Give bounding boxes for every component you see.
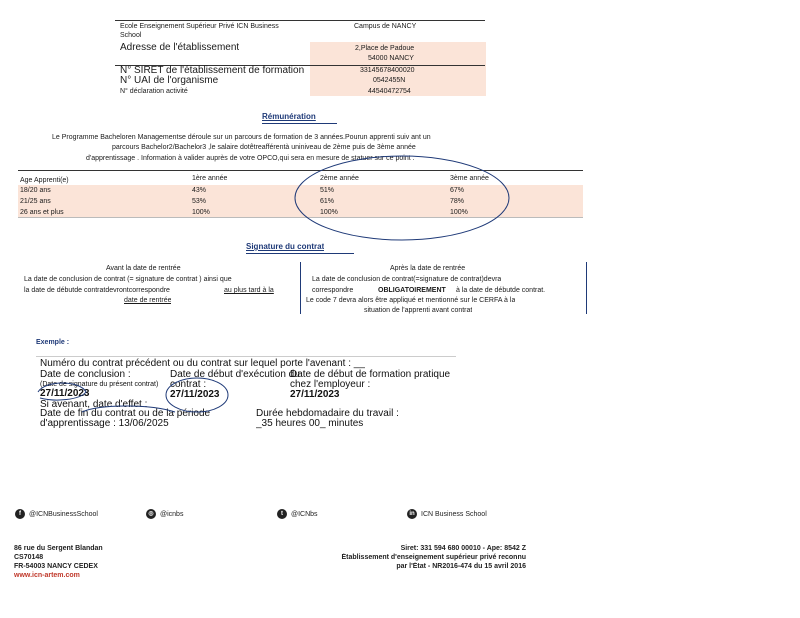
duration-value: _35 heures 00_ minutes bbox=[256, 418, 364, 429]
remuneration-text-line1: Le Programme Bacheloren Managementse déroule sur un parcours de formation de 3 années.Pourun apprenti suiv ant un bbox=[52, 134, 431, 141]
address-line1: 2,Place de Padoue bbox=[355, 45, 415, 52]
row-age: 21/25 ans bbox=[20, 198, 51, 205]
practical-label: Date de début de formation pratique bbox=[290, 369, 451, 380]
before-title: Avant la date de rentrée bbox=[106, 265, 181, 272]
row-year1: 53% bbox=[192, 198, 207, 205]
end-date-circle-mark bbox=[82, 406, 175, 412]
after-line2c: à la date de débutde contrat. bbox=[456, 287, 546, 294]
footer-website[interactable]: www.icn-artem.com bbox=[14, 572, 80, 579]
duration-label: Durée hebdomadaire du travail : bbox=[256, 408, 399, 419]
execution-label: Date de début d'exécution du bbox=[170, 369, 300, 380]
before-line3: date de rentrée bbox=[124, 297, 172, 304]
footer-address3: FR-54003 NANCY CEDEX bbox=[14, 563, 98, 570]
after-title: Après la date de rentrée bbox=[390, 265, 466, 272]
after-line3: Le code 7 devra alors être appliqué et mentionné sur le CERFA à la bbox=[306, 297, 516, 304]
social-twitter[interactable] bbox=[277, 509, 318, 519]
row-year3: 100% bbox=[450, 209, 468, 216]
uai-value: 0542455N bbox=[373, 77, 406, 84]
address-line2: 54000 NANCY bbox=[368, 55, 414, 62]
conclusion-sub: (Date de signature du présent contrat) bbox=[40, 381, 159, 388]
col-year2-header: 2ème année bbox=[320, 175, 359, 182]
declaration-value: 44540472754 bbox=[368, 88, 411, 95]
twitter-icon: t bbox=[277, 509, 287, 519]
siret-value: 33145678400020 bbox=[360, 67, 415, 74]
row-year2: 100% bbox=[320, 209, 338, 216]
linkedin-icon: in bbox=[407, 509, 417, 519]
row-year1: 43% bbox=[192, 187, 207, 194]
after-line1: La date de conclusion de contrat(=signature de contrat)devra bbox=[312, 276, 502, 283]
row-year2: 51% bbox=[320, 187, 335, 194]
footer-legal1: Siret: 331 594 680 00010 - Ape: 8542 Z bbox=[400, 545, 526, 552]
before-line2b: au plus tard à la bbox=[224, 287, 274, 294]
end-label: Date de fin du contrat ou de la période bbox=[40, 408, 211, 419]
remuneration-text-line2: parcours Bachelor2/Bachelor3 ,le salaire dotêtreafférentà uniniveau de 2ème puis de 3ème année bbox=[112, 144, 416, 151]
uai-label: N° UAI de l'organisme bbox=[120, 75, 219, 86]
after-line2a: correspondre bbox=[312, 287, 354, 294]
row-year3: 67% bbox=[450, 187, 465, 194]
signature-title: Signature du contrat bbox=[246, 242, 325, 251]
before-line2a: la date de débutde contratdevrontcorrespondre bbox=[24, 287, 170, 294]
row-year3: 78% bbox=[450, 198, 465, 205]
remuneration-title: Rémunération bbox=[262, 112, 316, 121]
school-name: Ecole Enseignement Supérieur Privé ICN Business School bbox=[120, 23, 279, 39]
row-age: 26 ans et plus bbox=[20, 209, 64, 216]
practical-value: 27/11/2023 bbox=[290, 389, 340, 400]
row-year2: 61% bbox=[320, 198, 335, 205]
campus-label: Campus de NANCY bbox=[354, 23, 417, 30]
footer-address1: 86 rue du Sergent Blandan bbox=[14, 545, 103, 552]
row-age: 18/20 ans bbox=[20, 187, 51, 194]
practical-label2: chez l'employeur : bbox=[290, 379, 371, 390]
col-year3-header: 3ème année bbox=[450, 175, 489, 182]
facebook-icon: f bbox=[15, 509, 25, 519]
avenant-label: Si avenant, date d'effet : bbox=[40, 399, 148, 410]
footer-legal2: Établissement d'enseignement supérieur privé reconnu bbox=[341, 554, 526, 561]
social-handle: @ICNbs bbox=[291, 510, 318, 518]
col-year1-header: 1ère année bbox=[192, 175, 228, 182]
before-line1: La date de conclusion de contrat (= signature de contrat ) ainsi que bbox=[24, 276, 232, 283]
previous-contract-line: Numéro du contrat précédent ou du contrat sur lequel porte l'avenant : __ bbox=[40, 358, 365, 369]
social-linkedin[interactable] bbox=[407, 509, 487, 519]
footer-address2: CS70148 bbox=[14, 554, 44, 561]
footer-legal3: par l'État - NR2016-474 du 15 avril 2016 bbox=[396, 563, 526, 570]
remuneration-text-line3: d'apprentissage . Information à valider auprès de votre OPCO,qui sera en mesure de statuer sur ce point . bbox=[86, 155, 415, 162]
after-line4: situation de l'apprenti avant contrat bbox=[364, 307, 473, 314]
social-instagram[interactable] bbox=[146, 509, 183, 519]
rate-highlight-ellipse bbox=[295, 156, 509, 240]
address-label: Adresse de l'établissement bbox=[120, 42, 240, 53]
siret-label: N° SIRET de l'établissement de formation bbox=[120, 65, 305, 76]
instagram-icon: ◎ bbox=[146, 509, 156, 519]
after-line2b: OBLIGATOIREMENT bbox=[378, 287, 446, 294]
social-handle: ICN Business School bbox=[421, 510, 487, 518]
row-year1: 100% bbox=[192, 209, 210, 216]
execution-circle-mark bbox=[166, 378, 228, 412]
col-age-header: Age Apprenti(e) bbox=[20, 177, 69, 184]
social-facebook[interactable] bbox=[15, 509, 98, 519]
conclusion-value: 27/11/2023 bbox=[40, 388, 90, 399]
declaration-label: N° déclaration activité bbox=[120, 88, 188, 95]
social-handle: @ICNBusinessSchool bbox=[29, 510, 98, 518]
execution-label2: contrat : bbox=[170, 379, 207, 390]
social-handle: @icnbs bbox=[160, 510, 184, 518]
execution-value: 27/11/2023 bbox=[170, 389, 220, 400]
end-label2: d'apprentissage : 13/06/2025 bbox=[40, 418, 169, 429]
conclusion-label: Date de conclusion : bbox=[40, 369, 131, 380]
conclusion-circle-mark bbox=[38, 383, 86, 400]
example-label: Exemple : bbox=[36, 339, 70, 346]
